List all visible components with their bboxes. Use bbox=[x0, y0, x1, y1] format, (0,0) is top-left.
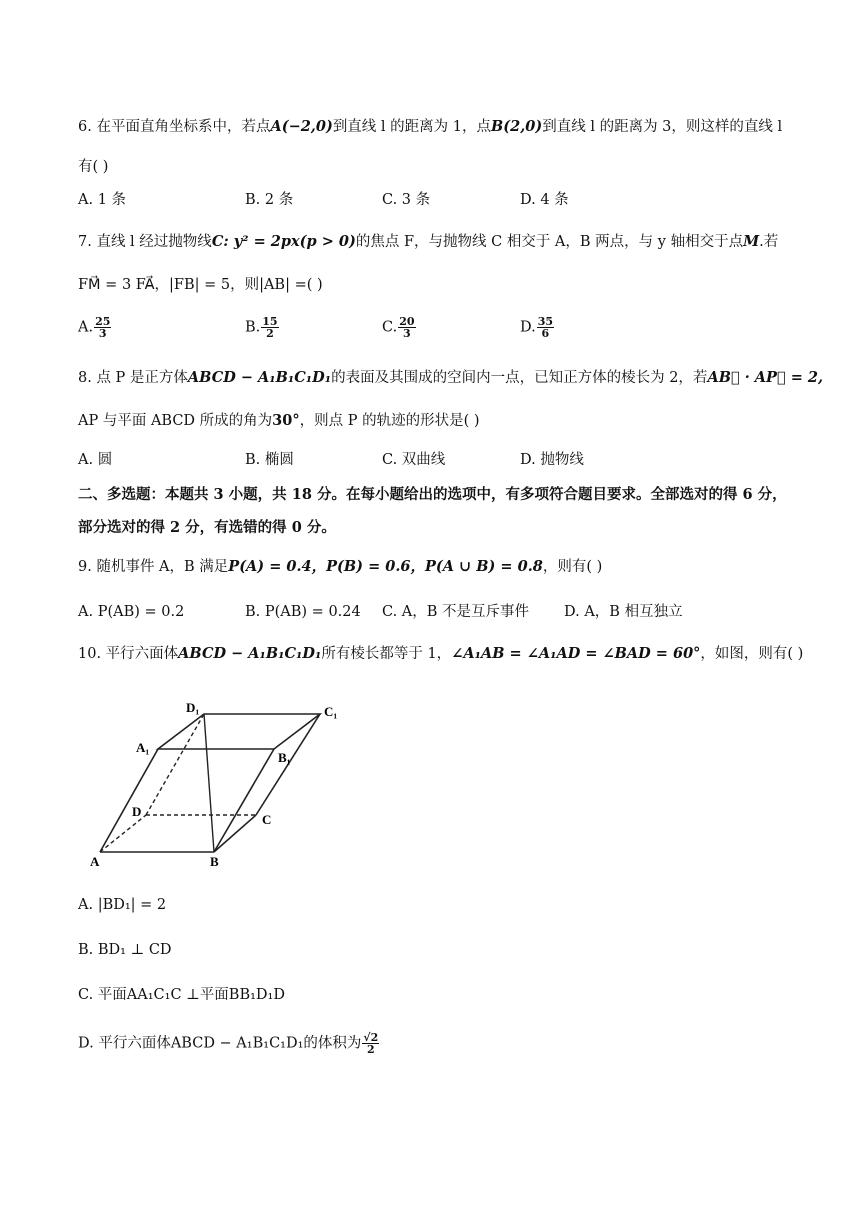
q8-stem-line2: AP 与平面 ABCD 所成的角为30°，则点 P 的轨迹的形状是( ) bbox=[78, 412, 480, 429]
label-A1: A₁ bbox=[136, 740, 150, 755]
q7-option-a: A. $\frac{25}{3}$ bbox=[78, 315, 111, 340]
q9-stem: 9. 随机事件 A，B 满足P(A) = 0.4，P(B) = 0.6，P(A ∪ B) = 0.8，则有( ) bbox=[78, 558, 603, 575]
label-D: D bbox=[132, 804, 142, 819]
q7-option-d: D. $\frac{35}{6}$ bbox=[520, 315, 554, 340]
q6-point-b: B(2,0) bbox=[491, 118, 543, 135]
q8-option-c: C. 双曲线 bbox=[382, 452, 446, 468]
q6-stem-line1: 6. 在平面直角坐标系中，若点A(−2,0)到直线 l 的距离为 1，点B(2,0)到直线 l 的距离为 3，则这样的直线 l bbox=[78, 118, 783, 135]
q10-option-a: A. |BD₁| = 2 bbox=[78, 897, 167, 913]
q10-angles: ∠A₁AB = ∠A₁AD = ∠BAD = 60° bbox=[451, 645, 701, 662]
q7-option-c: C. $\frac{20}{3}$ bbox=[382, 315, 415, 340]
q8-cube: ABCD − A₁B₁C₁D₁ bbox=[187, 369, 332, 386]
q10-solid: ABCD − A₁B₁C₁D₁ bbox=[178, 645, 322, 662]
q9-option-b: B. P(AB) = 0.24 bbox=[245, 604, 361, 620]
q6-option-a: A. 1 条 bbox=[78, 192, 127, 208]
parallelepiped-figure bbox=[86, 694, 366, 874]
q10-option-c: C. 平面AA₁C₁C ⊥平面BB₁D₁D bbox=[78, 987, 285, 1003]
q10-stem: 10. 平行六面体ABCD − A₁B₁C₁D₁所有棱长都等于 1，∠A₁AB = ∠A₁AD = ∠BAD = 60°，如图，则有( ) bbox=[78, 645, 804, 662]
label-B: B bbox=[210, 854, 219, 869]
q10-option-b: B. BD₁ ⊥ CD bbox=[78, 942, 172, 958]
section2-line1: 二、多选题：本题共 3 小题，共 18 分。在每小题给出的选项中，有多项符合题目要求。全部选对的得 6 分， bbox=[78, 486, 787, 503]
diagonal-BD1 bbox=[204, 714, 214, 852]
q8-stem-line1: 8. 点 P 是正方体ABCD − A₁B₁C₁D₁的表面及其围成的空间内一点，已知正方体的棱长为 2，若AB⃗ · AP⃗ = 2, bbox=[78, 369, 824, 386]
label-D1: D₁ bbox=[186, 700, 200, 715]
edge-AD bbox=[100, 815, 146, 852]
edge-DD1 bbox=[146, 714, 204, 815]
q7-stem-line2: FM⃗ = 3 FA⃗，|FB| = 5，则|AB| =( ) bbox=[78, 277, 323, 293]
q9-option-d: D. A，B 相互独立 bbox=[564, 604, 683, 620]
q8-option-d: D. 抛物线 bbox=[520, 452, 584, 468]
q7-parabola: C: y² = 2px(p > 0) bbox=[211, 233, 356, 250]
edge-AA1 bbox=[100, 749, 158, 852]
q6-option-b: B. 2 条 bbox=[245, 192, 294, 208]
q10-option-d: D. 平行六面体ABCD − A₁B₁C₁D₁的体积为 $\frac{√2}{2}$ bbox=[78, 1031, 379, 1056]
q7-option-b: B. $\frac{15}{2}$ bbox=[245, 315, 278, 340]
q9-option-c: C. A，B 不是互斥事件 bbox=[382, 604, 530, 620]
q6-stem-line2: 有( ) bbox=[78, 159, 109, 175]
q9-option-a: A. P(AB) = 0.2 bbox=[78, 604, 185, 620]
label-C: C bbox=[262, 812, 272, 827]
q9-conditions: P(A) = 0.4，P(B) = 0.6，P(A ∪ B) = 0.8 bbox=[228, 558, 543, 575]
label-B1: B₁ bbox=[278, 750, 291, 765]
q6-option-d: D. 4 条 bbox=[520, 192, 569, 208]
q6-point-a: A(−2,0) bbox=[270, 118, 333, 135]
q7-stem-line1: 7. 直线 l 经过抛物线C: y² = 2px(p > 0)的焦点 F，与抛物线 C 相交于 A，B 两点，与 y 轴相交于点M.若 bbox=[78, 233, 779, 250]
q8-option-b: B. 椭圆 bbox=[245, 452, 294, 468]
top-face bbox=[158, 714, 320, 749]
section2-line2: 部分选对的得 2 分，有选错的得 0 分。 bbox=[78, 519, 336, 536]
label-A: A bbox=[90, 854, 100, 869]
label-C1: C₁ bbox=[324, 704, 338, 719]
edge-BC bbox=[214, 815, 256, 852]
q6-option-c: C. 3 条 bbox=[382, 192, 431, 208]
q8-option-a: A. 圆 bbox=[78, 452, 113, 468]
